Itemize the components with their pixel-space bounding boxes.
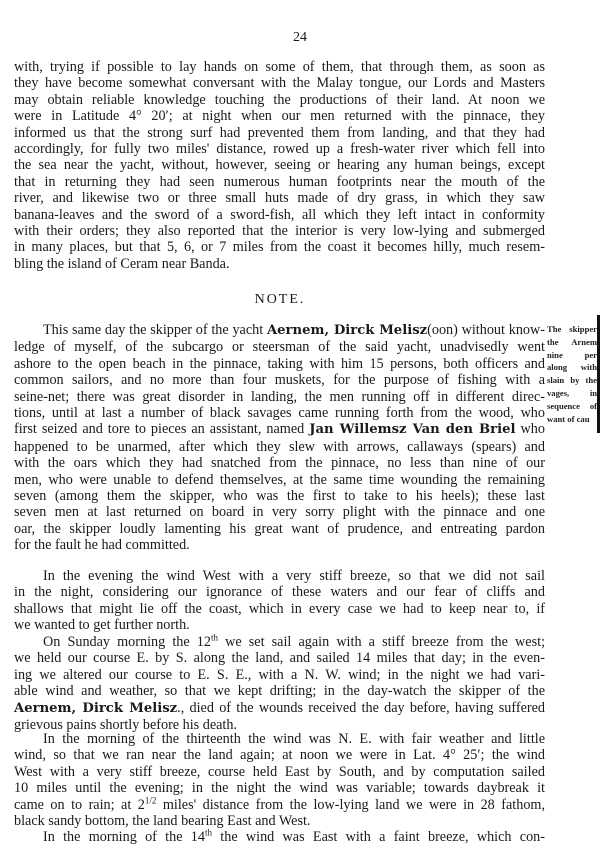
bold-name: Jan Willemsz Van den Briel	[309, 422, 516, 438]
paragraph-fourteenth	[14, 829, 545, 845]
text-line: In the morning of the 14th the wind was East with a faint breeze, which con-	[43, 827, 545, 845]
superscript: th	[204, 827, 212, 838]
text-line: first seized and tore to pieces an assistant, named Jan Willemsz Van den Briel who	[14, 421, 545, 438]
text-line: grievous pains shortly before his death.	[14, 717, 238, 734]
page-number: 24	[293, 30, 307, 45]
text-line: for the fault he had committed.	[14, 537, 190, 554]
text-line: seven men at last returned on board in very sorry plight with the pinnace and one	[14, 504, 545, 521]
text-line: 10 miles until the evening; in the night the wind was variable; towards daybreak it	[14, 780, 545, 797]
text-line: we held our course E. by S. along the land, and sailed 14 miles that day; in the even-	[14, 650, 545, 667]
bold-name: Aernem, Dirck Melisz	[14, 700, 178, 716]
text-line: happened to be unarmed, after which they slew with arrows, callaways (spears) and	[14, 438, 545, 455]
superscript: 1/2	[144, 794, 157, 805]
text-line: informed us that the strong surf had prevented them from landing, and that they had	[14, 124, 545, 141]
text-line: In the morning of the thirteenth the wind was N. E. with fair weather and little	[43, 731, 545, 747]
paragraph-note	[14, 322, 545, 554]
paragraph-thirteenth	[14, 731, 545, 829]
text-line: accordingly, for fully two miles' distance, rowed up a fresh-water river which fell into	[14, 141, 545, 158]
text-line: ashore to the open beach in the pinnace, taking with him 15 persons, both officers and	[14, 355, 545, 372]
text-line: with their orders; they also reported that the interior is very low-lying and submerged	[14, 223, 545, 240]
text-line: men, who were unable to defend themselves, at the same time wounding the remaining	[14, 471, 545, 488]
text-line: bling the island of Ceram near Banda.	[14, 255, 230, 272]
margin-note-line: nine per	[547, 349, 597, 360]
text-line: that in returning they had seen numerous human footprints near the mouth of the	[14, 173, 545, 190]
text-line: seine-net; there was great disorder in landing, the men running off in different direc-	[14, 388, 545, 405]
text-line: were in Latitude 4° 20′; at night when our men returned with the pinnace, they	[14, 108, 545, 125]
paragraph-opening	[14, 59, 545, 272]
margin-note-line: slain by the	[547, 375, 597, 386]
text-line: we wanted to get further north.	[14, 617, 190, 634]
text-line: ing we altered our course to E. S. E., with a N. W. wind; in the night we had vari-	[14, 666, 545, 683]
superscript: th	[210, 632, 218, 643]
text-line: came on to rain; at $2^{1/2}$ miles' distance from the low-lying land we were in 28 fathom,	[14, 794, 545, 813]
text-line: West with a very stiff breeze, course held East by South, and by computation sailed	[14, 763, 545, 780]
text-line: shallows that might lie off the coast, which in every case we had to keep near to, if	[14, 600, 545, 617]
bold-name: Aernem, Dirck Melisz	[266, 323, 428, 338]
text-line: oar, the skipper loudly lamenting his great want of prudence, and entreating pardon	[14, 520, 545, 537]
margin-note-line: want of cau	[547, 413, 590, 424]
text-line: banana-leaves and the sword of a sword-fish, all which they left intact in conformity	[14, 206, 545, 223]
text-line: in many places, but that 5, 6, or 7 miles from the coast it becomes hilly, much resem-	[14, 239, 545, 256]
text-line: Aernem, Dirck Melisz., died of the wounds received the day before, having suffered	[14, 699, 545, 716]
text-line: ledge of myself, of the subcargo or steersman of the said yacht, unadvisedly went	[14, 339, 545, 356]
text-line: they have become somewhat conversant with the Malay tongue, our Lords and Masters	[14, 75, 545, 92]
margin-note	[547, 323, 597, 425]
margin-note-line: The skipper	[547, 324, 597, 334]
text-line: with, trying if possible to lay hands on some of them, that through them, as soon as	[14, 59, 545, 75]
margin-note-line: along with	[547, 362, 597, 373]
text-line: wind, so that we ran near the land again; at noon we were in Lat. 4° 25′; the wind	[14, 747, 545, 764]
text-line: the sea near the yacht, without, however, seeing or hearing any human beings, except	[14, 157, 545, 174]
text-line: common sailors, and no more than four muskets, for the purpose of fishing with a	[14, 372, 545, 389]
text-line: In the evening the wind West with a very stiff breeze, so that we did not sail	[43, 568, 545, 584]
text-line: river, and likewise two or three small huts made of dry grass, in which they saw	[14, 190, 545, 207]
text-line: On Sunday morning the 12th we set sail again with a stiff breeze from the west;	[43, 632, 546, 650]
paragraph-evening	[14, 568, 545, 634]
text-line: in the night, considering our ignorance of these waters and our fear of cliffs and	[14, 584, 545, 601]
margin-note-line: the Arnem	[547, 336, 597, 347]
text-line: may obtain reliable knowledge touching the productions of their land. At noon we	[14, 91, 545, 108]
paragraph-sunday	[14, 634, 545, 733]
text-line: This same day the skipper of the yacht Aernem, Dirck Melisz(oon) without know-	[43, 322, 545, 338]
text-line: seven (among them the skipper, who was the first to take to his heels); these last	[14, 488, 545, 505]
margin-note-line: sequence of	[547, 400, 597, 411]
text-line: able wind and weather, so that we kept drifting; in the day-watch the skipper of the	[14, 683, 545, 700]
note-heading: NOTE.	[254, 292, 306, 307]
text-line: tions, until at last a number of black savages came running forth from the wood, who	[14, 405, 545, 422]
text-line: with the oars which they had snatched from the pinnace, no less than nine of our	[14, 455, 545, 472]
text-line: black sandy bottom, the land bearing East and West.	[14, 813, 311, 830]
margin-note-line: vages, in	[547, 387, 597, 398]
